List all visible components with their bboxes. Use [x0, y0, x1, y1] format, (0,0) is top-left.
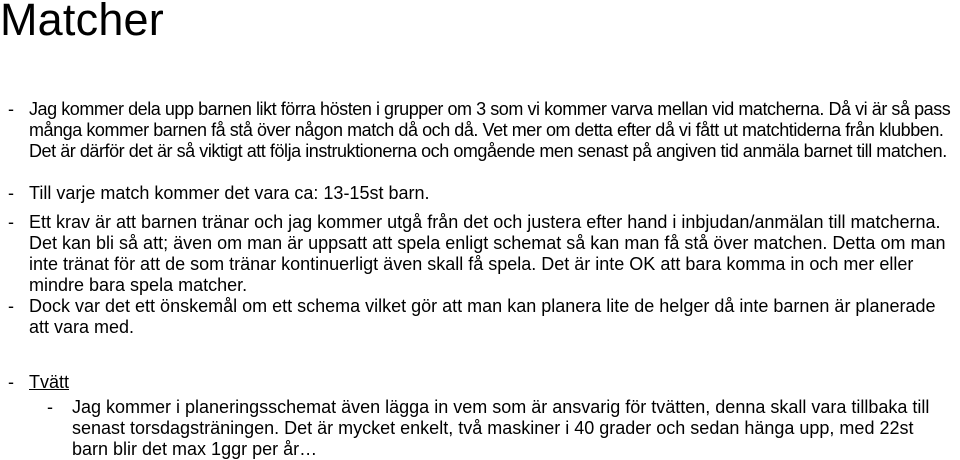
bullet-dash: -	[47, 397, 53, 417]
bullet-dash: -	[8, 372, 14, 392]
bullet-text: Jag kommer dela upp barnen likt förra hösten i grupper om 3 som vi kommer varva mellan vid matcherna. Då vi är så pass många kommer barnen få stå över någon match då och då. Vet mer om detta efter då vi fått ut matchtiderna från klubben. Det är därför det är så viktigt att följa instruktionerna och omgående men senast på angiven tid anmäla barnet till matchen.	[29, 99, 951, 161]
bullet-text: Ett krav är att barnen tränar och jag kommer utgå från det och justera efter hand i inbjudan/anmälan till matcherna. Det kan bli så att; även om man är uppsatt att spela enligt schemat så kan man få stå över matchen. Detta om man inte tränat för att de som tränar kontinuerligt även skall få spela. Det är inte OK att bara komma in och mer eller mindre bara spela matcher.	[29, 212, 946, 295]
sub-bullet-item	[47, 397, 947, 460]
bullet-item	[8, 99, 958, 162]
bullet-item	[8, 183, 958, 204]
bullet-item	[8, 372, 958, 393]
bullet-dash: -	[8, 212, 14, 232]
bullet-dash: -	[8, 183, 14, 203]
bullet-item	[8, 212, 958, 296]
bullet-dash: -	[8, 99, 14, 119]
bullet-dash: -	[8, 296, 14, 316]
bullet-item	[8, 296, 958, 338]
slide-title: Matcher	[0, 0, 164, 45]
sub-bullet-text: Jag kommer i planeringsschemat även lägga in vem som är ansvarig för tvätten, denna skall vara tillbaka till senast torsdagsträningen. Det är mycket enkelt, två maskiner i 40 grader och sedan hänga upp, med 22st barn blir det max 1ggr per år…	[72, 397, 930, 459]
bullet-text: Till varje match kommer det vara ca: 13-15st barn.	[29, 183, 430, 203]
bullet-text: Dock var det ett önskemål om ett schema vilket gör att man kan planera lite de helger då inte barnen är planerade att vara med.	[29, 296, 936, 337]
tvatt-heading: Tvätt	[29, 372, 70, 392]
